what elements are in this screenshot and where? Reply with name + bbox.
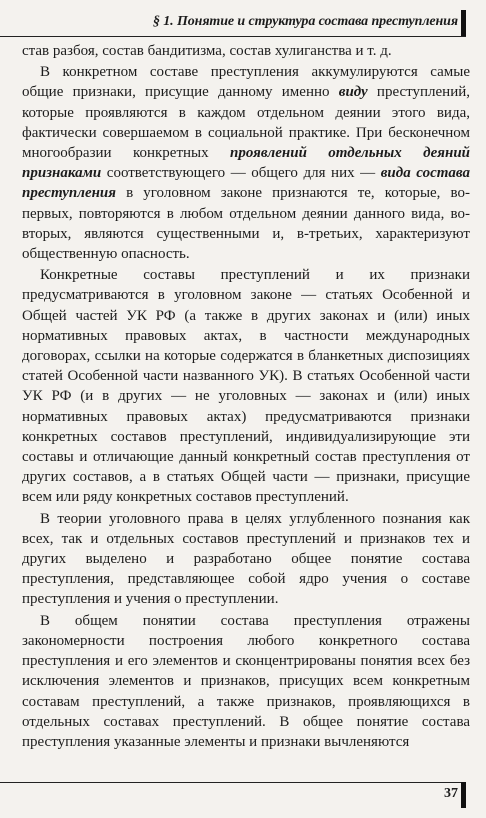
body-text (22, 41, 470, 753)
text-run: соответствующего — общего для них — (101, 165, 381, 182)
text-run: преступлений, которые проявляются в каждом отдельном деянии этого вида, фактически совершаемом в социальной практике. При бесконечном многообразии конкретных (22, 84, 471, 162)
paragraph (22, 611, 470, 752)
header-edge-bar (461, 10, 466, 37)
page-header (0, 0, 486, 36)
emphasized-text: вида состава преступления (22, 165, 470, 202)
text-run: В теории уголовного права в целях углубленного познания как всех, так и отдельных составов преступлений и признаков тех и других выделено и разработано общее понятие состава преступления, представляющее собой ядро учения о составе преступления и учения о преступлении. (22, 510, 470, 608)
text-run: В общем понятии состава преступления отражены закономерности построения любого конкретного состава преступления и его элементов и сконцентрированы понятия всех без исключения элементов и признаков, присущих всем конкретным составам преступлений, а также признаков, проявляющихся в отдельных составах преступлений. В общее понятие состава преступления указанные элементы и признаки вычленяются (22, 612, 470, 750)
paragraph (22, 41, 470, 61)
header-rule (0, 36, 466, 37)
emphasized-text: виду (338, 84, 368, 101)
running-head-title: § 1. Понятие и структура состава преступления (152, 14, 458, 29)
footer-rule (0, 782, 466, 783)
emphasized-text: проявлений отдельных деяний признаками (22, 145, 470, 182)
paragraph (22, 62, 470, 264)
paragraph (22, 265, 470, 507)
text-run: Конкретные составы преступлений и их признаки предусматриваются в уголовном законе — статьях Особенной и Общей частей УК РФ (а также в других законах и (или) иных нормативных правовых актах, в частности международных договорах, ссылки на которые содержатся в бланкетных диспозициях статей Особенной части названного УК). В статьях Особенной части УК РФ (и в других — не уголовных — законах и (или) иных нормативных правовых актах) предусматриваются признаки конкретных составов преступлений, индивидуализирующие эти составы и отличающие данный конкретный состав преступления от других составов, а в статьях Общей части — признаки, присущие всем или ряду конкретных составов преступлений. (22, 267, 470, 506)
text-run: В конкретном составе преступления аккумулируются самые общие признаки, присущие данному именно (22, 64, 470, 101)
text-run: в уголовном законе признаются те, которые, во-первых, повторяются в любом отдельном деянии данного вида, во-вторых, являются существенными и, в-третьих, характеризуют общественную опасность. (22, 185, 470, 263)
text-run: став разбоя, состав бандитизма, состав хулиганства и т. д. (22, 43, 392, 59)
page-number: 37 (444, 786, 458, 801)
paragraph (22, 509, 470, 610)
footer-edge-bar (461, 782, 466, 808)
